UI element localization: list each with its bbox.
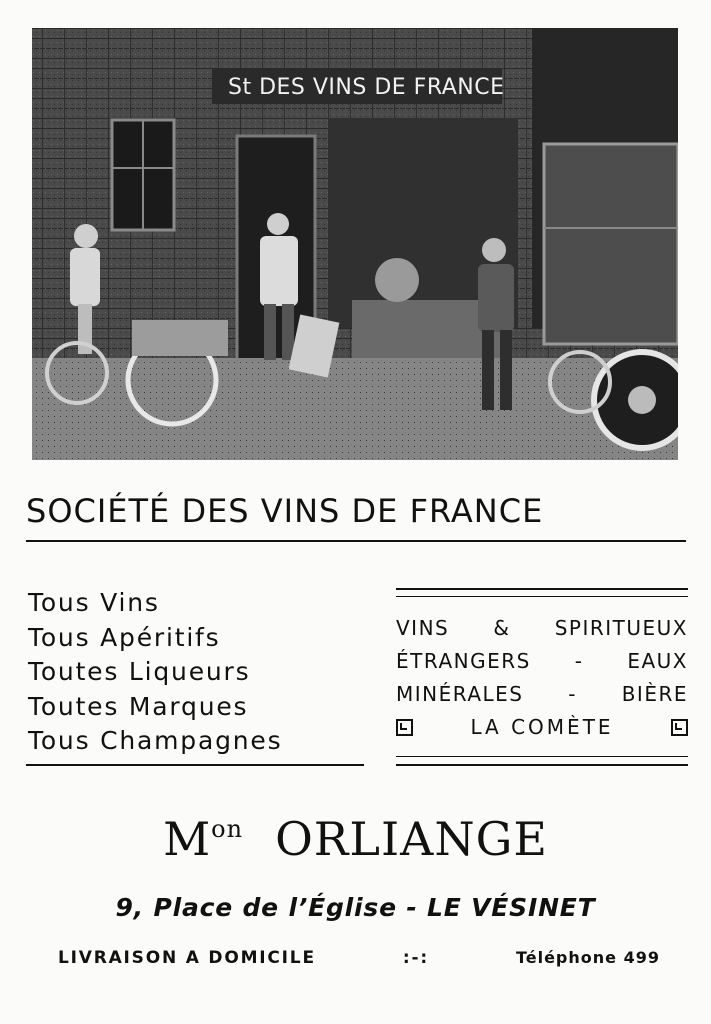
shop-sign-text: St DES VINS DE FRANCE [228, 75, 505, 100]
company-name: SOCIÉTÉ DES VINS DE FRANCE [26, 492, 544, 530]
storefront-photo [32, 28, 678, 460]
address: 9, Place de l’Église - LE VÉSINET [115, 893, 596, 922]
list-item: Toutes Marques [28, 691, 249, 721]
right-box-top-rule [396, 588, 688, 590]
comete-line [396, 711, 688, 744]
comete-label: LA COMÈTE [470, 715, 614, 739]
list-item: Toutes Liqueurs [28, 657, 251, 687]
right-box-bottom-rule [396, 756, 688, 757]
phone-number: Téléphone 499 [515, 948, 660, 967]
owner-name [0, 812, 711, 866]
right-box-top-rule-2 [396, 596, 688, 597]
right-box-line: MINÉRALES - BIÈRE [396, 682, 688, 706]
owner-prefix: M [163, 812, 212, 866]
right-box-bottom-rule-2 [396, 764, 688, 766]
divider-under-list [26, 764, 364, 766]
right-box-line: ÉTRANGERS - EAUX [396, 649, 688, 673]
right-box [396, 612, 688, 744]
right-box-line: VINS & SPIRITUEUX [396, 616, 688, 640]
footer-line [58, 948, 660, 968]
list-item: Tous Vins [28, 588, 160, 617]
divider-under-company [26, 540, 686, 542]
storefront-illustration [32, 28, 678, 460]
list-item: Tous Apéritifs [28, 622, 221, 652]
delivery-text: LIVRAISON A DOMICILE [58, 948, 316, 968]
list-item: Tous Champagnes [28, 726, 283, 756]
owner-superscript: on [211, 815, 244, 843]
footer-separator: :-: [402, 948, 429, 968]
products-list [28, 586, 368, 759]
ornament-square-icon [671, 719, 688, 736]
ornament-square-icon [396, 719, 413, 736]
owner-surname: ORLIANGE [275, 812, 548, 866]
